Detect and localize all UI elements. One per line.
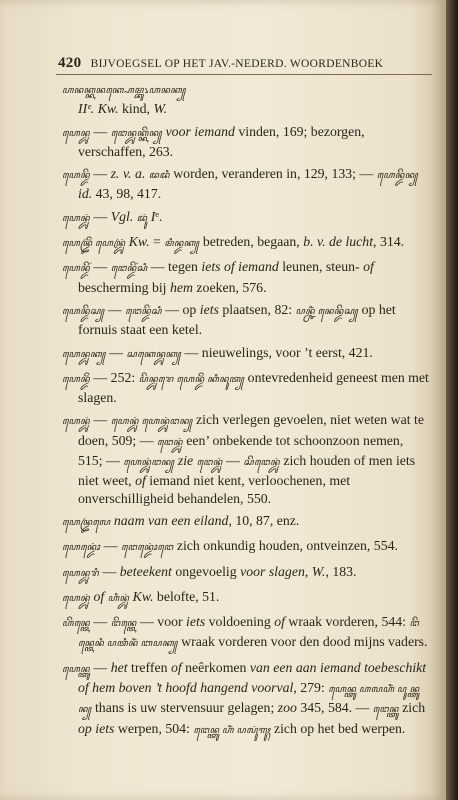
running-title: BIJVOEGSEL OP HET JAV.-NEDERD. WOORDENBOEK xyxy=(90,58,384,70)
page-edge xyxy=(446,0,458,800)
dictionary-entry: ꦲꦺꦤ꧀ꦢꦸꦁ — ꦲꦺꦤ꧀ꦢꦸꦁ ꦲꦺꦤ꧀ꦢꦸꦁꦔꦤ꧀ zich verlegen gevoelen, niet weten wat te doen, 509; — ꦔꦺꦤ꧀ꦢꦸꦁ een’ onbekende tot schoonzoon nemen, 515; — ꦲꦺꦤ꧀ꦢꦸꦁꦔꦤ꧀ zie ꦔꦺꦤ꧀ꦢꦸꦁ — ꦱꦼꦔꦺꦤ꧀ꦢꦸꦁ zich houden of men iets niet weet, of iemand niet kent, verloochenen, met onverschilligheid behandelen, 550. xyxy=(62,412,424,506)
header-rule xyxy=(56,74,432,75)
dictionary-entry: ꦲꦼꦤ꧀ꦠꦺ — ꦔꦼꦤ꧀ꦠꦺ — voor iets voldoening of wraak vorderen, 544: ꦔꦼꦤ꧀ꦠꦺꦤꦶ ꦥꦠꦶꦤꦶꦁ ꦧꦥꦏ꧀ wraak vorderen voor den dood mijns vaders. xyxy=(62,614,428,650)
dictionary-entry: ꦲꦺꦤ꧀ꦢꦼꦁ — 252: ꦥꦼꦤ꧀ꦢꦸꦫꦺ ꦲꦺꦤ꧀ꦢꦼꦁ ꦏꦶꦤꦸꦠ꧀ ontevredenheid geneest men met slagen. xyxy=(62,369,429,406)
dictionary-entry: ꦲꦺꦤ꧀ꦢꦸ — ꦔꦺꦤ꧀ꦢꦸꦏ꧀ꦏꦼꦤ꧀ voor iemand vinden, 169; bezorgen, verschaffen, 263. xyxy=(62,123,365,159)
dictionary-entry: ꦲꦺꦤ꧀ꦢꦸꦫꦶ — beteekent ongevoelig voor slagen, W., 183. xyxy=(62,563,357,579)
dictionary-entry: ꦲꦺꦤ꧀ꦢꦸꦁ of ꦲꦶꦤ꧀ꦢꦸꦁ Kw. belofte, 51. xyxy=(62,588,220,604)
dictionary-entries xyxy=(62,80,430,745)
dictionary-entry: ꦲꦺꦤ꧀ꦢꦼ — z. v. a. ꦢꦢꦶ worden, veranderen in, 129, 133; — ꦲꦺꦤ꧀ꦢꦼꦤ꧀ id. 43, 98, 417. xyxy=(62,166,419,202)
dictionary-entry: ꦲꦺꦤ꧀ꦢꦸꦁ — Vgl. ꦢꦸꦁ Iᵉ. xyxy=(62,208,163,224)
page-number: 420 xyxy=(58,55,82,71)
dictionary-entry: ꦲꦺꦤ꧀ꦢꦼꦂ — ꦔꦺꦤ꧀ꦢꦼꦂꦱꦶ — tegen iets of iemand leunen, steun- of bescherming bij hem zoeken, 576. xyxy=(62,259,374,295)
dictionary-entry: ꦲꦺꦤ꧀ꦠꦸ — het treffen of neêrkomen van een aan iemand toebeschikt of hem boven ’t hoofd hangend voorval, 279: ꦲꦺꦤ꧀ꦠꦸ ꦲꦭꦲꦶꦁ ꦥꦸꦤ꧀ꦠꦸꦤ꧀ thans is uw stervensuur gelagen; zoo 345, 584. — ꦔꦺꦤ꧀ꦠꦸ zich op iets werpen, 504: ꦔꦺꦤ꧀ꦠꦸ ꦲꦶꦁ ꦥꦭꦸꦁꦒꦸꦃ zich op het bed werpen. xyxy=(62,659,427,736)
dictionary-entry: ꦲꦺꦤ꧀ꦢꦸꦏ꧀ — ꦱꦏꦺꦤ꧀ꦢꦸꦏ꧀ — nieuwelings, voor ’t eerst, 421. xyxy=(62,344,373,360)
dictionary-entry: ꦲꦺꦤ꧀ꦢꦿꦼꦁ ꦲꦺꦤ꧀ꦢꦿꦸꦁ Kw. = ꦩꦶꦤ꧀ꦢꦏ꧀ betreden, begaan, b. v. de lucht, 314. xyxy=(62,234,405,250)
dictionary-entry: ꦲꦺꦤ꧀ꦢꦿꦭꦺ naam van een eiland, 10, 87, enz. xyxy=(62,512,300,528)
dictionary-entry: ꦲꦺꦤ꧀ꦢꦼꦱ꧀ — ꦔꦺꦤ꧀ꦢꦼꦱꦶ — op iets plaatsen, 82: ꦥꦤ꧀ꦕꦶꦁ ꦤꦺꦤ꧀ꦢꦼꦱ꧀ op het fornuis staat een ketel. xyxy=(62,301,396,338)
page-header xyxy=(58,55,428,72)
dictionary-entry: ꦲꦺꦤ꧀ꦢꦺꦴꦁ — ꦔꦺꦤ꧀ꦢꦺꦴꦁꦔꦺ zich onkundig houden, ontveinzen, 554. xyxy=(62,538,398,554)
dictionary-entry: ꦲꦤꦏ꧀ꦏꦤꦏ꧀ꦲꦺꦩ꧀ꦧꦸ꧈ꦲꦤꦏ꧀ IIᵉ. Kw. kind, W. xyxy=(62,86,186,117)
